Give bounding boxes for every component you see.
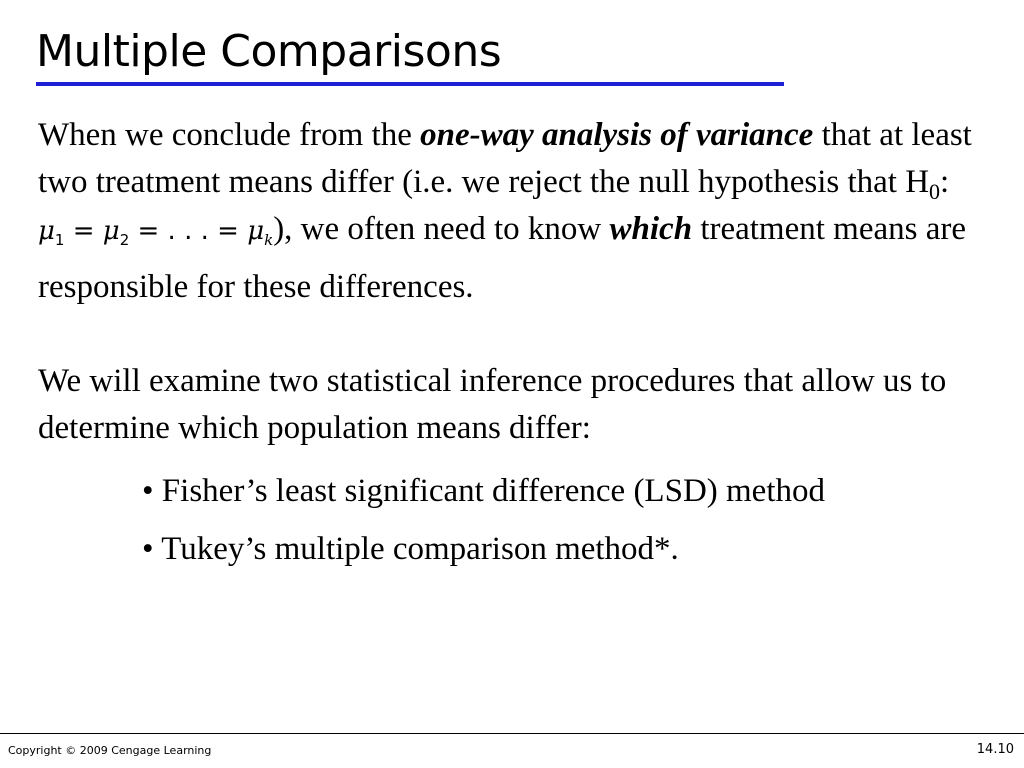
term-which: which bbox=[609, 211, 693, 247]
formula-equals-1: = bbox=[64, 216, 103, 246]
para1-text-2: that at least two treatment means differ (i.e. we reject the null hypothesis that H bbox=[38, 117, 972, 200]
slide-body bbox=[38, 112, 998, 578]
mu-subscript-k: k bbox=[264, 231, 274, 249]
paragraph-procedures: We will examine two statistical inference procedures that allow us to determine which population means differ: bbox=[38, 363, 947, 446]
list-item-fisher-lsd: • Fisher’s least significant difference (LSD) method bbox=[142, 473, 825, 509]
para1-text-1: When we conclude from the bbox=[38, 117, 421, 153]
mu-subscript-1: 1 bbox=[54, 231, 65, 249]
slide-number: 14.10 bbox=[976, 742, 1014, 757]
term-one-way-anova: one-way analysis of variance bbox=[420, 117, 814, 153]
slide-title: Multiple Comparisons bbox=[36, 26, 502, 77]
copyright-notice: Copyright © 2009 Cengage Learning bbox=[8, 744, 212, 757]
title-underline bbox=[36, 82, 784, 86]
footer-divider bbox=[0, 733, 1024, 734]
mu-subscript-2: 2 bbox=[119, 231, 130, 249]
para1-text-3: : bbox=[940, 164, 950, 200]
para1-text-5: treatment means are responsible for these differences. bbox=[38, 211, 967, 305]
list-item-tukey: • Tukey’s multiple comparison method*. bbox=[142, 531, 679, 567]
mu-symbol-k: μ bbox=[247, 216, 265, 246]
null-hypothesis-formula bbox=[38, 208, 273, 264]
paragraph-anova bbox=[38, 112, 998, 311]
h0-subscript: 0 bbox=[929, 179, 941, 204]
mu-symbol-1: μ bbox=[38, 216, 55, 246]
mu-symbol-2: μ bbox=[102, 216, 120, 246]
formula-equals-ellipsis: = . . . = bbox=[129, 216, 248, 246]
procedure-list bbox=[38, 462, 998, 578]
para1-text-4: ), we often need to know bbox=[273, 211, 610, 247]
